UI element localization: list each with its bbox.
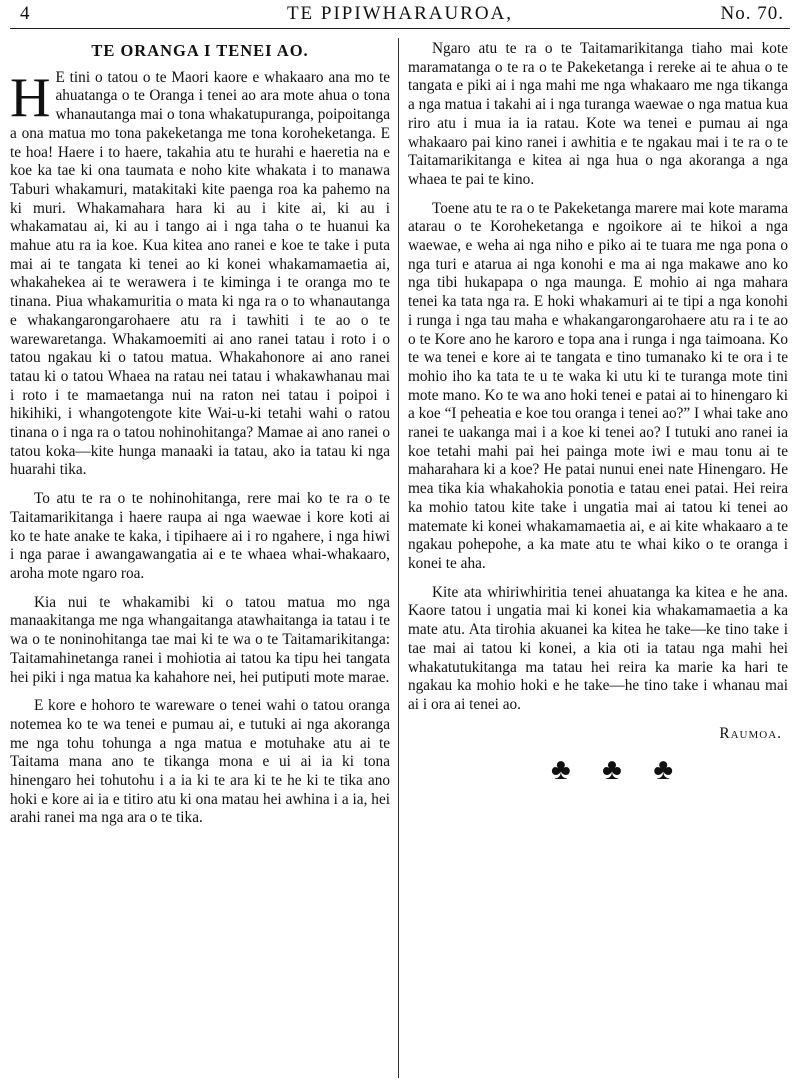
article-title: TE ORANGA I TENEI AO. (91, 41, 309, 60)
newspaper-title: TE PIPIWHARAUROA, (286, 3, 514, 24)
column-divider (398, 38, 399, 1078)
page-header (10, 2, 790, 29)
paragraph: To atu te ra o te nohinohitanga, rere mai ko te ra o te Taitamarikitanga i haere raupa ai nga waewae i kore koti ai ko te hate anake te kaka, i tipihaere ai i ro ngahere, i nga hiwi i nga parae i awangawangatia ai e te whaea whai-whakaaro, aroha mote ngaro roa. (10, 490, 390, 582)
issue-number: No. 70. (720, 3, 784, 24)
page-number: 4 (20, 3, 31, 24)
opening-paragraph (10, 66, 390, 480)
paragraph: E kore e hohoro te wareware o tenei wahi o tatou oranga notemea ko te wa tenei e pumau ai, e tutuki ai nga akoranga me nga tohu tohunga a nga matua e motuhake atu ai te Taitama mana ano te tikanga mona e ui ai ia ki tona hinengaro hei tohutohu i a ia ki te ara ki te he ki te tika ano hoki e kore ai ia e titiro atu ki ona matau hei awhina i a ia, hei arahi ranei ma nga ara o te tika. (10, 697, 390, 827)
left-column (10, 40, 390, 838)
opening-paragraph-text: E tini o tatou o te Maori kaore e whakaaro ana mo te ahuatanga o te Oranga i tenei ao ara mote ahua o tona whanautanga mai o tona whakatupuranga, poipoitanga a ona matua mo tona pakeketanga me tona koroheketanga. E te hoa! Haere i to haere, takahia atu te hurahi e haeretia na e koe ka tae ki ona taumata e noho kite whakata i to manawa Taburi whakamuri, matakitaki kite paenga roa ka pahemo na ki muri. Whakamahara hara ki au i kite ai, ki au i whakamatau ai, ki au i tango ai i nga taha o te huanui ka mahue atu ra ia koe. Kua kitea ano ranei e koe te take i puta mai ai te tangata ki tenei ao ki konei whakamamaetia ai, whakahekea ai te werawera i te kiminga i te oranga mo te tinana. Piua whakamuritia o mata ki nga ra o to whanautanga e whakangarongarohaere atu ra i tawhiti i te ao o te warewaretanga. Whakamoemiti ai ano ranei tatau i roto i o tatou ngakau ki o tatou matua. Whakahonore ai ano ranei tatau ki o tatou Whaea na ratau nei tatau i whakawhanau mai i roto i te mamaetanga nui na raton nei tatau i poipoi i hikihiki, i whangotengote kite Wai-u-ki tetahi wahi o ratou tinana o i nga ra o tatou nohinohitanga? Mamae ai ano ranei o tatou koka—kite hunga manaaki ia tatau, ako ia tatau ki nga huarahi tika. (10, 68, 390, 479)
paragraph: Kia nui te whakamibi ki o tatou matua mo nga manaakitanga me nga whangaitanga atawhaitanga ia tatau i te wa o te noninohitanga tae mai ki te wa o te Taitamarikitanga: Taitamahinetanga ranei i mohiotia ai tatou ka tipu hei tangata hei piki i nga matua ka kahahore nei, hei putiputi mote marae. (10, 593, 390, 686)
clubs-ornament-icon: ♣ ♣ ♣ (550, 753, 686, 787)
drop-cap: H (10, 66, 51, 129)
right-column (408, 40, 788, 787)
author-signature: Raumoa. (719, 724, 782, 742)
paragraph: Kite ata whiriwhiritia tenei ahuatanga ka kitea e he ana. Kaore tatou i ungatia mai ki konei kia whakamamaetia a ka mate atu. Ata tirohia akuanei ka kitea he take—ke tino take i tae mai ai tatou ki konei, a kia oti ia tatau nga mahi hei whakatutukitanga ma tatau hei reira ka marie ka hari te ngakau ka mohio hoki e he take—he tino take i whanau mai ai i ora ai tenei ao. (408, 583, 788, 713)
paragraph: Ngaro atu te ra o te Taitamarikitanga tiaho mai kote maramatanga o te ra o te Pakeketanga i rereke ai te ahua o te tangata e piki ai i nga mahi me nga whakaaro me nga tikanga a nga matua i takahi ai i nga turanga waewae o nga matua kua riro atu i mua ia ia ratau. Kote wa tenei e pumau ai nga whakaaro pai kino ranei i awhitia e te ngakau mai i te ra o te Taitamarikitanga e kitea ai nga hua o nga akoranga a nga whaea te pai te kino. (408, 40, 788, 188)
paragraph: Toene atu te ra o te Pakeketanga marere mai kote marama atarau o te Koroheketanga e ngoikore ai te hikoi a nga waewae, e weha ai nga niho e piko ai te tuara me nga pona o nga turi e atarua ai nga konohi e ma ai nga makawe ano ko nga tibi hukapapa o nga maunga. E mohio ai nga mahara tenei ka tata nga ra. E hoki whakamuri ai te tipi a nga konohi i runga i nga tau maha e whakangarongarohaere atu ra i te ao o te Kore ano he karoro e topa ana i runga i nga taimoana. Ko te wa tenei e kore ai te tangata e tino tumanako ki te ora i te mohio iho ka tata te u te waka ki utu ki te turanga mote tini mote mano. Ko te wa ano hoki tenei e patai ai to hinengaro ki a koe “I peheatia e koe tou oranga i tenei ao?” I whai take ano ranei te uakanga mai i a koe ki tenei ao? I tutuki ano ranei ia koe tetahi mahi pai hei painga mote iwi e mau tonu ai te maharahara ki a koe? He patai nunui enei nate Hinengaro. He mea tika kia whakahokia ponotia e tatau enei patai. Hei reira ka mohio tatou kite take i ungatia mai ai tatou ki tenei ao matemate ki konei whakamamaetia ai, e ai kite whakaaro a te ngakau pohepohe, a ka mate atu te whai kiko o te oranga i konei te aha. (408, 199, 788, 572)
